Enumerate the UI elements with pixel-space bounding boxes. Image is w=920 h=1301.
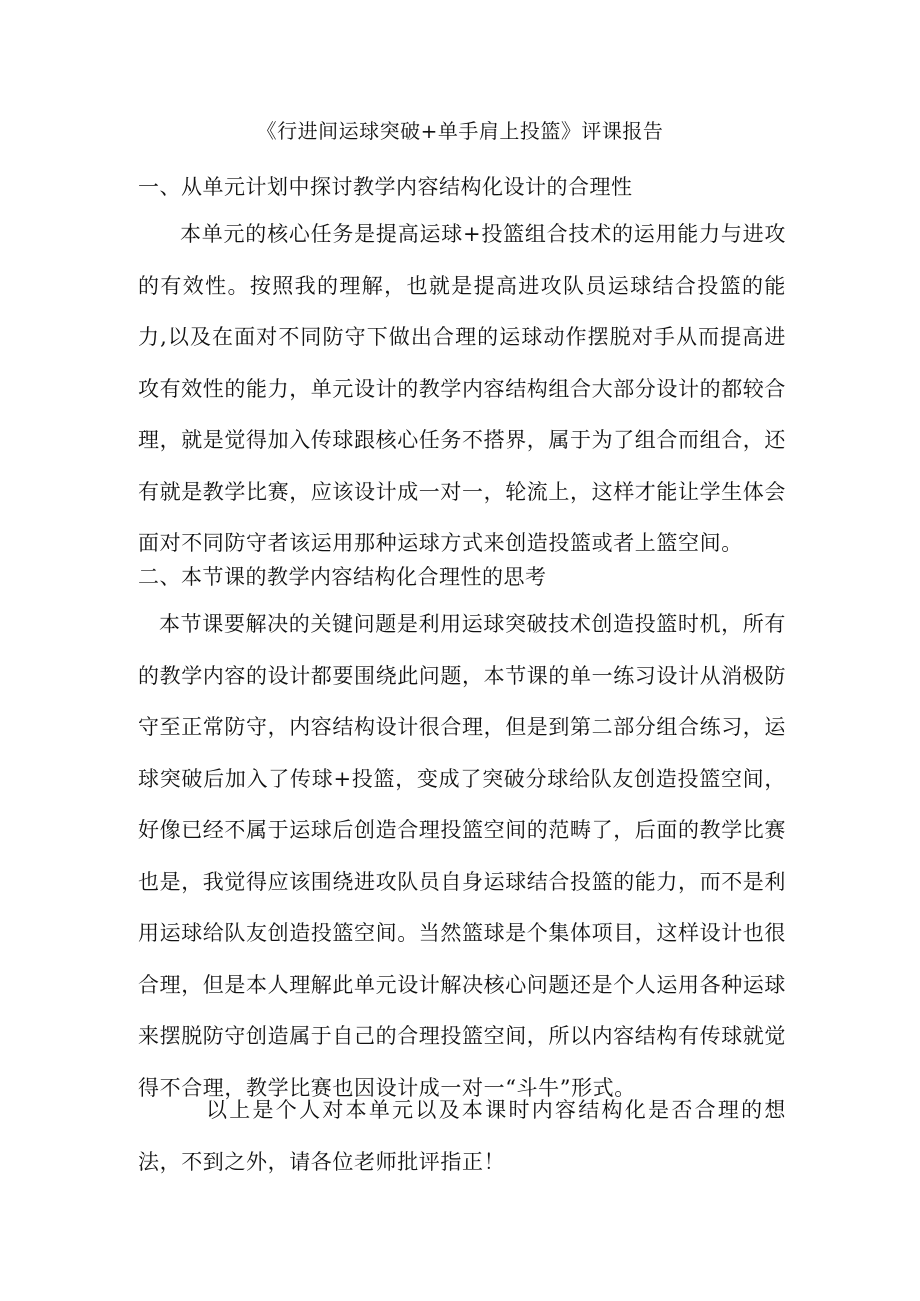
section-paragraph-1: 本单元的核心任务是提高运球+投篮组合技术的运用能力与进攻的有效性。按照我的理解，也就是提高进攻队员运球结合投篮的能力,以及在面对不同防守下做出合理的运球动作摆脱对手从而提高进攻有效性的能力，单元设计的教学内容结构组合大部分设计的都较合理，就是觉得加入传球跟核心任务不搭界，属于为了组合而组合，还有就是教学比赛，应该设计成一对一，轮流上，这样才能让学生体会面对不同防守者该运用那种运球方式来创造投篮或者上篮空间。 <box>138 222 786 555</box>
section-heading-2: 二、本节课的教学内容结构化合理性的思考 <box>138 565 547 589</box>
document-title: 《行进间运球突破+单手肩上投篮》评课报告 <box>256 119 664 143</box>
section-paragraph-2: 本节课要解决的关键问题是利用运球突破技术创造投篮时机，所有的教学内容的设计都要围绕此问题，本节课的单一练习设计从消极防守至正常防守，内容结构设计很合理，但是到第二部分组合练习，运球突破后加入了传球+投篮，变成了突破分球给队友创造投篮空间，好像已经不属于运球后创造合理投篮空间的范畴了，后面的教学比赛也是，我觉得应该围绕进攻队员自身运球结合投篮的能力，而不是利用运球给队友创造投篮空间。当然篮球是个集体项目，这样设计也很合理，但是本人理解此单元设计解决核心问题还是个人运用各种运球来摆脱防守创造属于自己的合理投篮空间，所以内容结构有传球就觉得不合理，教学比赛也因设计成一对一“斗牛”形式。 <box>138 612 786 1100</box>
closing-paragraph: 以上是个人对本单元以及本课时内容结构化是否合理的想法，不到之外，请各位老师批评指正！ <box>138 1098 786 1174</box>
section-heading-1: 一、从单元计划中探讨教学内容结构化设计的合理性 <box>138 175 633 199</box>
